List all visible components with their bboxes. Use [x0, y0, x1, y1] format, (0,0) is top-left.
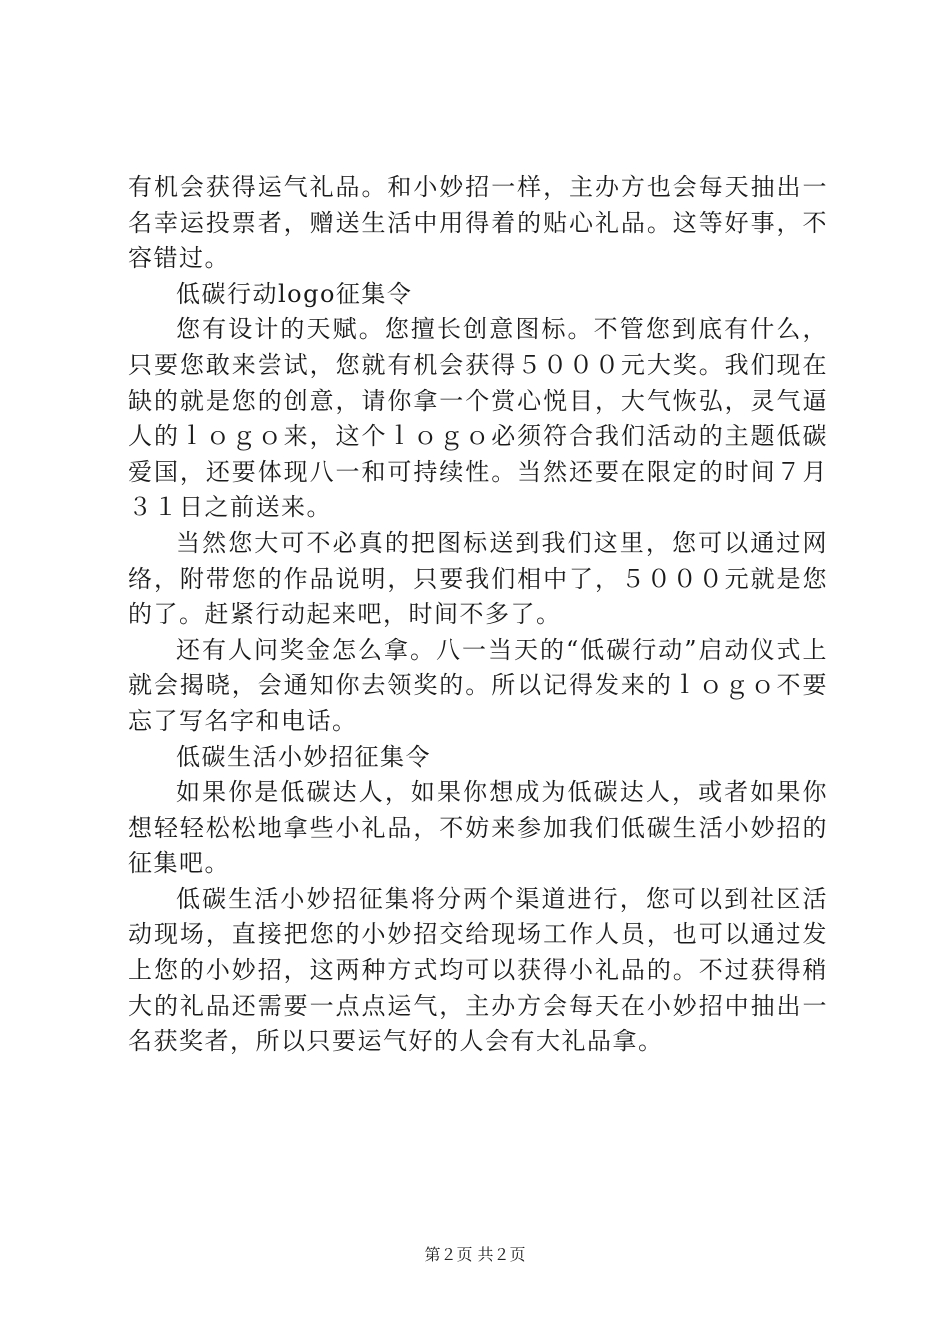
paragraph-logo-submission: 当然您大可不必真的把图标送到我们这里，您可以通过网络，附带您的作品说明，只要我们相中了，５０００元就是您的了。赶紧行动起来吧，时间不多了。: [128, 528, 828, 629]
paragraph-prize-collection: 还有人问奖金怎么拿。八一当天的“低碳行动”启动仪式上就会揭晓，会通知你去领奖的。所以记得发来的ｌｏｇｏ不要忘了写名字和电话。: [128, 635, 828, 735]
page-number-footer: 第２页 共２页: [424, 1245, 526, 1264]
paragraph-tips-channels: 低碳生活小妙招征集将分两个渠道进行，您可以到社区活动现场，直接把您的小妙招交给现场工作人员，也可以通过发上您的小妙招，这两种方式均可以获得小礼品的。不过获得稍大的礼品还需要一点点运气，主办方会每天在小妙招中抽出一名获奖者，所以只要运气好的人会有大礼品拿。: [128, 884, 828, 1056]
paragraph-logo-intro: 您有设计的天赋。您擅长创意图标。不管您到底有什么，只要您敢来尝试，您就有机会获得５０００元大奖。我们现在缺的就是您的创意，请你拿一个赏心悦目，大气恢弘，灵气逼人的ｌｏｇｏ来，这个ｌｏｇｏ必须符合我们活动的主题低碳爱国，还要体现八一和可持续性。当然还要在限定的时间７月３１日之前送来。: [128, 315, 828, 522]
paragraph-tips-intro: 如果你是低碳达人，如果你想成为低碳达人，或者如果你想轻轻松松地拿些小礼品，不妨来参加我们低碳生活小妙招的征集吧。: [128, 778, 828, 878]
paragraph-continuation: 有机会获得运气礼品。和小妙招一样，主办方也会每天抽出一名幸运投票者，赠送生活中用得着的贴心礼品。这等好事，不容错过。: [128, 173, 828, 273]
heading-tips-contest: 低碳生活小妙招征集令: [176, 742, 431, 771]
heading-logo-contest: 低碳行动logo征集令: [176, 279, 413, 308]
document-body: [128, 170, 828, 1060]
